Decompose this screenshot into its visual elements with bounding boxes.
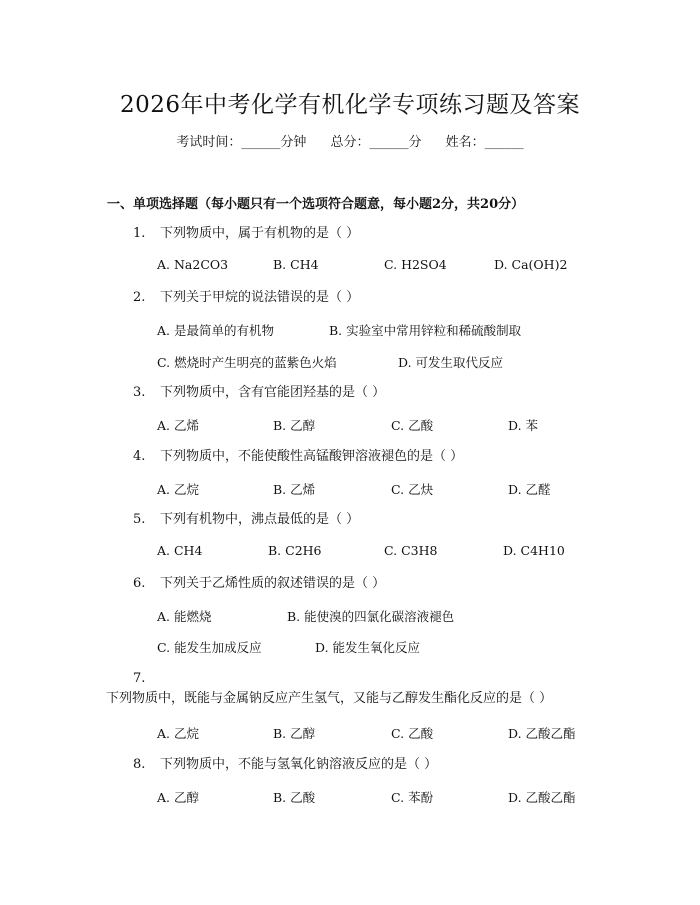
question-1: 1. 下列物质中，属于有机物的是（ ） [133, 226, 360, 241]
student-name-field: 姓名：______ [445, 135, 524, 150]
option-a: A. 乙烷 [157, 726, 199, 741]
option-d: D. 乙酸乙酯 [508, 726, 576, 741]
option-b: B. 乙醇 [273, 418, 316, 433]
option-a: A. 是最简单的有机物 [157, 323, 274, 338]
option-a: A. 乙烯 [157, 418, 199, 433]
option-c: C. H2SO4 [384, 257, 447, 272]
option-b: B. 能使溴的四氯化碳溶液褪色 [287, 609, 455, 624]
option-c: C. 燃烧时产生明亮的蓝紫色火焰 [157, 355, 337, 370]
question-3: 3. 下列物质中，含有官能团羟基的是（ ） [133, 385, 386, 400]
option-b: B. 乙酸 [273, 790, 316, 805]
question-7: 7.下列物质中，既能与金属钠反应产生氢气，又能与乙醇发生酯化反应的是（ ） [106, 671, 553, 706]
option-b: B. CH4 [273, 257, 319, 272]
option-a: A. 乙醇 [157, 790, 199, 805]
option-c: C. 苯酚 [391, 790, 434, 805]
option-d: D. 乙酸乙酯 [508, 790, 576, 805]
option-d: D. C4H10 [503, 543, 565, 558]
option-d: D. 能发生氧化反应 [315, 640, 421, 655]
option-c: C. 乙酸 [391, 726, 434, 741]
section-heading: 一、单项选择题（每小题只有一个选项符合题意，每小题2分，共20分） [107, 197, 525, 212]
option-c: C. 乙酸 [391, 418, 434, 433]
option-b: B. C2H6 [268, 543, 322, 558]
option-a: A. Na2CO3 [157, 257, 229, 272]
exam-meta [0, 131, 700, 150]
option-c: C. 能发生加成反应 [157, 640, 262, 655]
option-b: B. 乙烯 [273, 482, 316, 497]
option-b: B. 实验室中常用锌粒和稀硫酸制取 [329, 323, 522, 338]
question-4: 4. 下列物质中，不能使酸性高锰酸钾溶液褪色的是（ ） [133, 449, 464, 464]
option-d: D. 乙醛 [508, 482, 551, 497]
question-2: 2. 下列关于甲烷的说法错误的是（ ） [133, 290, 360, 305]
total-score-field: 总分：______分 [330, 135, 422, 150]
option-c: C. 乙炔 [391, 482, 434, 497]
option-c: C. C3H8 [384, 543, 438, 558]
question-8: 8. 下列物质中，不能与氢氧化钠溶液反应的是（ ） [133, 757, 438, 772]
exam-time-field: 考试时间：______分钟 [176, 135, 307, 150]
option-d: D. Ca(OH)2 [494, 257, 568, 272]
option-d: D. 可发生取代反应 [398, 355, 504, 370]
option-d: D. 苯 [508, 418, 539, 433]
option-a: A. CH4 [157, 543, 203, 558]
page-title: 2026年中考化学有机化学专项练习题及答案 [119, 92, 581, 118]
option-a: A. 能燃烧 [157, 609, 212, 624]
option-b: B. 乙醇 [273, 726, 316, 741]
question-6: 6. 下列关于乙烯性质的叙述错误的是（ ） [133, 576, 386, 591]
option-a: A. 乙烷 [157, 482, 199, 497]
question-5: 5. 下列有机物中，沸点最低的是（ ） [133, 512, 360, 527]
